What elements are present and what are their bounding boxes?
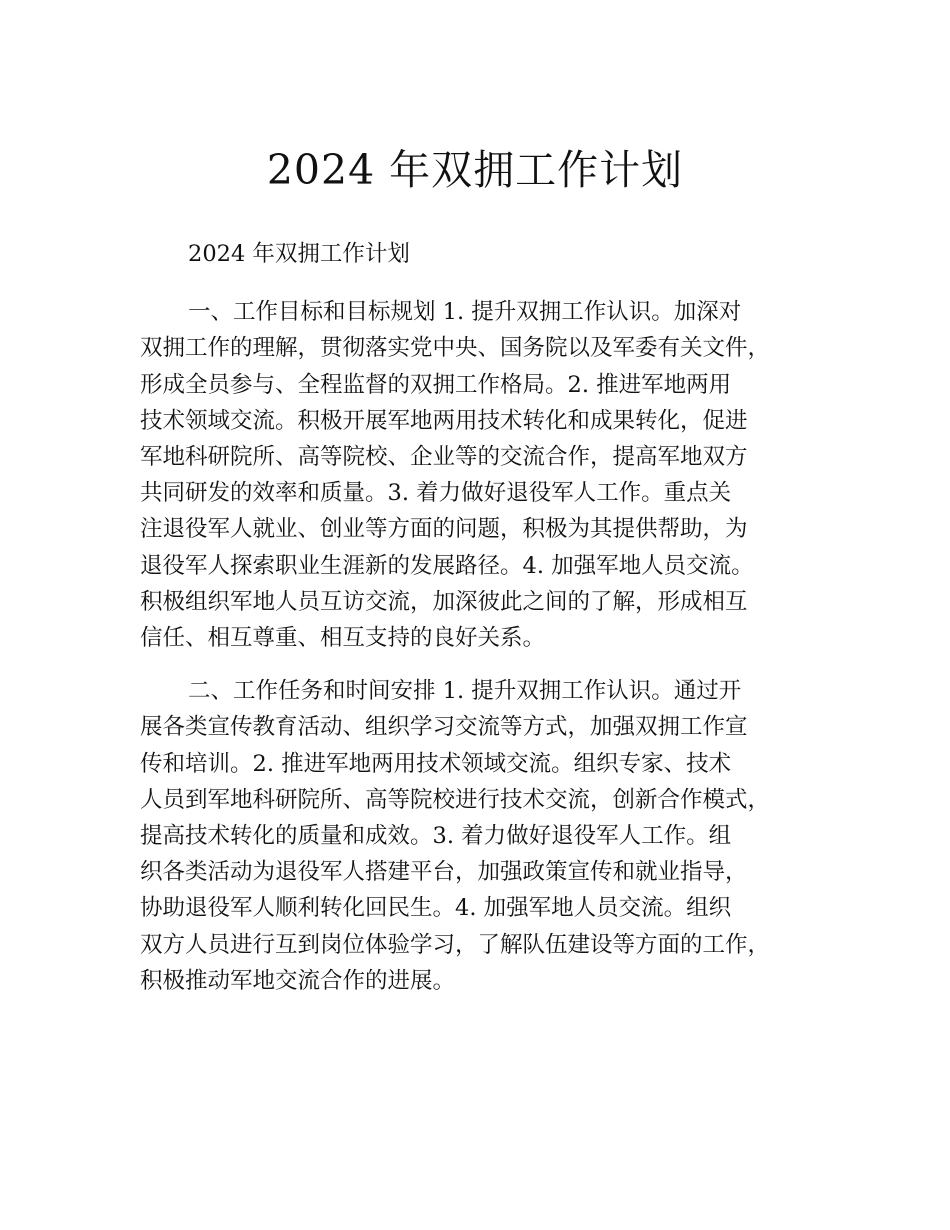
paragraph-goals [140, 294, 830, 656]
paragraph-line: 展各类宣传教育活动、组织学习交流等方式，加强双拥工作宣 [140, 714, 748, 741]
paragraph-line: 积极组织军地人员互访交流，加深彼此之间的了解，形成相互 [140, 588, 748, 615]
document-title: 2024 年双拥工作计划 [266, 146, 684, 194]
paragraph-line: 协助退役军人顺利转化回民生。4. 加强军地人员交流。组织 [140, 895, 732, 922]
paragraph-line: 注退役军人就业、创业等方面的问题，积极为其提供帮助，为 [140, 516, 748, 543]
paragraph-line: 传和培训。2. 推进军地两用技术领域交流。组织专家、技术 [140, 750, 732, 777]
paragraph-line: 人员到军地科研院所、高等院校进行技术交流，创新合作模式， [140, 786, 771, 813]
paragraph-line: 一、工作目标和目标规划 1. 提升双拥工作认识。加深对 [188, 299, 742, 326]
paragraph-line: 信任、相互尊重、相互支持的良好关系。 [140, 625, 546, 652]
paragraph-line: 织各类活动为退役军人搭建平台，加强政策宣传和就业指导， [140, 859, 748, 886]
paragraph-line: 提高技术转化的质量和成效。3. 着力做好退役军人工作。组 [140, 823, 732, 850]
paragraph-line: 退役军人探索职业生涯新的发展路径。4. 加强军地人员交流。 [140, 552, 754, 579]
paragraph-line: 双方人员进行互到岗位体验学习，了解队伍建设等方面的工作， [140, 931, 771, 958]
paragraph-line: 技术领域交流。积极开展军地两用技术转化和成果转化，促进 [140, 407, 748, 434]
paragraph-line: 积极推动军地交流合作的进展。 [140, 967, 456, 994]
paragraph-line: 形成全员参与、全程监督的双拥工作格局。2. 推进军地两用 [140, 371, 732, 398]
document-body [140, 236, 830, 1016]
paragraph-line: 双拥工作的理解，贯彻落实党中央、国务院以及军委有关文件， [140, 335, 771, 362]
subtitle-paragraph: 2024 年双拥工作计划 [188, 241, 410, 267]
paragraph-line: 二、工作任务和时间安排 1. 提升双拥工作认识。通过开 [188, 678, 742, 705]
paragraph-line: 军地科研院所、高等院校、企业等的交流合作，提高军地双方 [140, 444, 748, 471]
paragraph-tasks [140, 673, 830, 999]
paragraph-line: 共同研发的效率和质量。3. 着力做好退役军人工作。重点关 [140, 480, 732, 507]
